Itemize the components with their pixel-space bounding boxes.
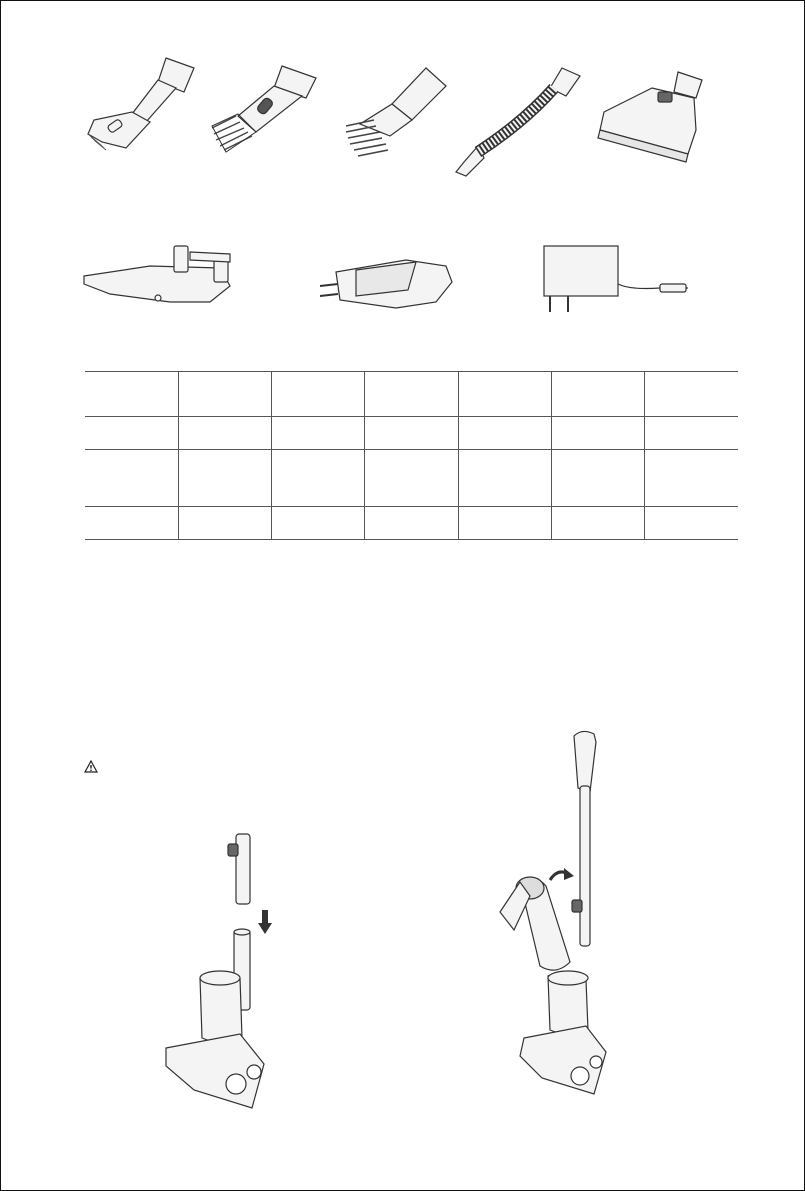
table-row bbox=[85, 450, 738, 507]
table-row bbox=[85, 507, 738, 540]
motorized-floor-brush-icon bbox=[592, 68, 716, 168]
dusting-brush-icon bbox=[340, 64, 452, 164]
charging-adapter-clip-icon bbox=[316, 252, 456, 312]
extension-hose-icon bbox=[454, 62, 586, 178]
wall-mount-bracket-icon bbox=[80, 240, 240, 310]
power-adapter-icon bbox=[540, 240, 700, 316]
attach-handheld-unit-icon bbox=[490, 726, 630, 1106]
attach-tube-to-floor-brush-icon bbox=[160, 828, 280, 1122]
combination-brush-icon bbox=[208, 60, 320, 156]
table-row bbox=[85, 417, 738, 450]
table-row bbox=[85, 372, 738, 417]
warning-triangle-icon bbox=[84, 760, 98, 773]
curved-arrow-icon bbox=[548, 866, 574, 884]
spec-table bbox=[85, 371, 738, 540]
arrow-down-icon bbox=[258, 910, 272, 936]
mini-motorized-brush-icon bbox=[80, 52, 200, 156]
